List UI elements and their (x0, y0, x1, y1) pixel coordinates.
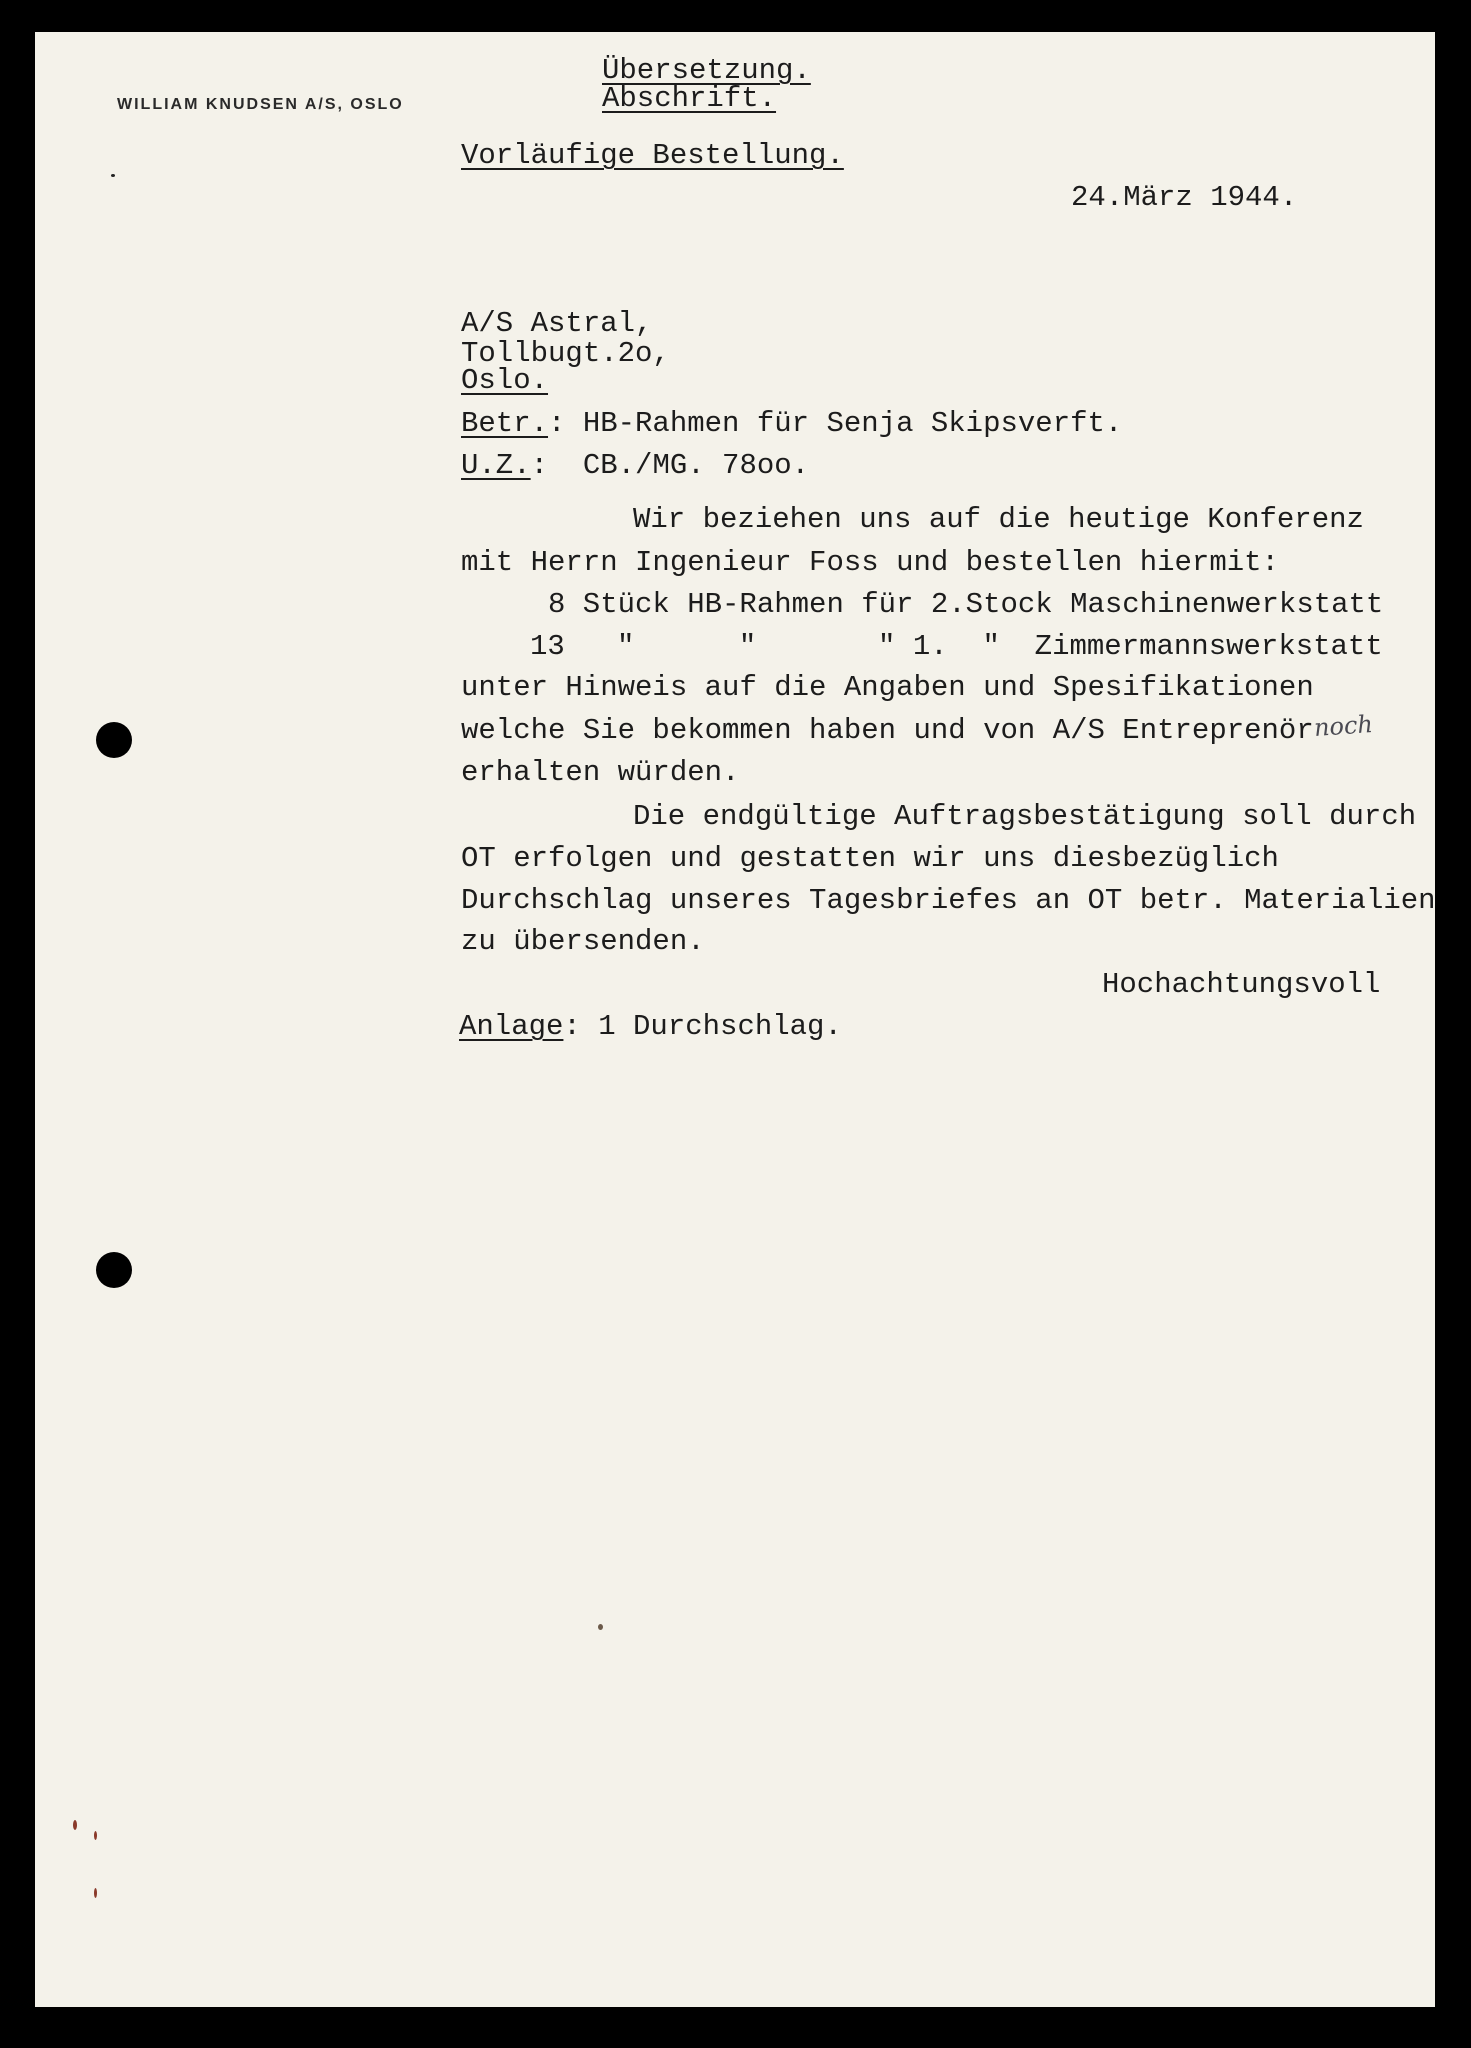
body-paragraph-2-line-1: Die endgültige Auftragsbestätigung soll durch (633, 800, 1417, 833)
letterhead-company-name: WILLIAM KNUDSEN A/S, OSLO (117, 96, 404, 113)
body-paragraph-1-line-3: unter Hinweis auf die Angaben und Spesifikationen (461, 671, 1314, 704)
our-reference (461, 449, 809, 483)
paper-speck (598, 1624, 603, 1630)
paper-speck (94, 1888, 97, 1898)
body-paragraph-2-line-4: zu übersenden. (461, 925, 705, 958)
document-title: Vorläufige Bestellung. (461, 139, 844, 172)
letter-date: 24.März 1944. (1071, 181, 1298, 214)
body-paragraph-1-line-4: welche Sie bekommen haben und von A/S Entreprenör (461, 714, 1314, 747)
recipient-street: Tollbugt.2o, (461, 337, 670, 370)
body-paragraph-1-line-5: erhalten würden. (461, 756, 740, 789)
punch-hole-upper (96, 722, 132, 758)
order-line-2: 13 " " " 1. " Zimmermannswerkstatt (530, 630, 1383, 663)
body-paragraph-1-line-2: mit Herrn Ingenieur Foss und bestellen hiermit: (461, 546, 1279, 579)
body-paragraph-2-line-2: OT erfolgen und gestatten wir uns diesbezüglich (461, 842, 1279, 875)
translation-label: Übersetzung. (602, 54, 811, 87)
handwritten-annotation: noch (1313, 709, 1374, 743)
body-paragraph-1-line-1: Wir beziehen uns auf die heutige Konferenz (633, 503, 1364, 536)
copy-label: Abschrift. (602, 82, 777, 115)
punch-hole-lower (96, 1252, 132, 1288)
subject-reference-value: : HB-Rahmen für Senja Skipsverft. (548, 407, 1123, 440)
paper-speck (73, 1820, 77, 1830)
our-reference-label: U.Z. (461, 449, 531, 482)
enclosure-label: Anlage (459, 1010, 564, 1043)
enclosure-note (459, 1010, 842, 1044)
our-reference-value: : CB./MG. 78oo. (530, 449, 810, 482)
order-line-1: 8 Stück HB-Rahmen für 2.Stock Maschinenwerkstatt (548, 588, 1384, 621)
recipient-company: A/S Astral, (461, 307, 653, 340)
paper-speck (94, 1831, 97, 1840)
subject-reference-label: Betr. (461, 407, 549, 440)
enclosure-value: : 1 Durchschlag. (563, 1010, 842, 1043)
recipient-city: Oslo. (461, 364, 549, 397)
body-paragraph-2-line-3: Durchschlag unseres Tagesbriefes an OT betr. Materialien (461, 884, 1436, 917)
paper-speck (111, 174, 115, 177)
subject-reference (461, 407, 1122, 441)
closing-salutation: Hochachtungsvoll (1102, 968, 1381, 1001)
